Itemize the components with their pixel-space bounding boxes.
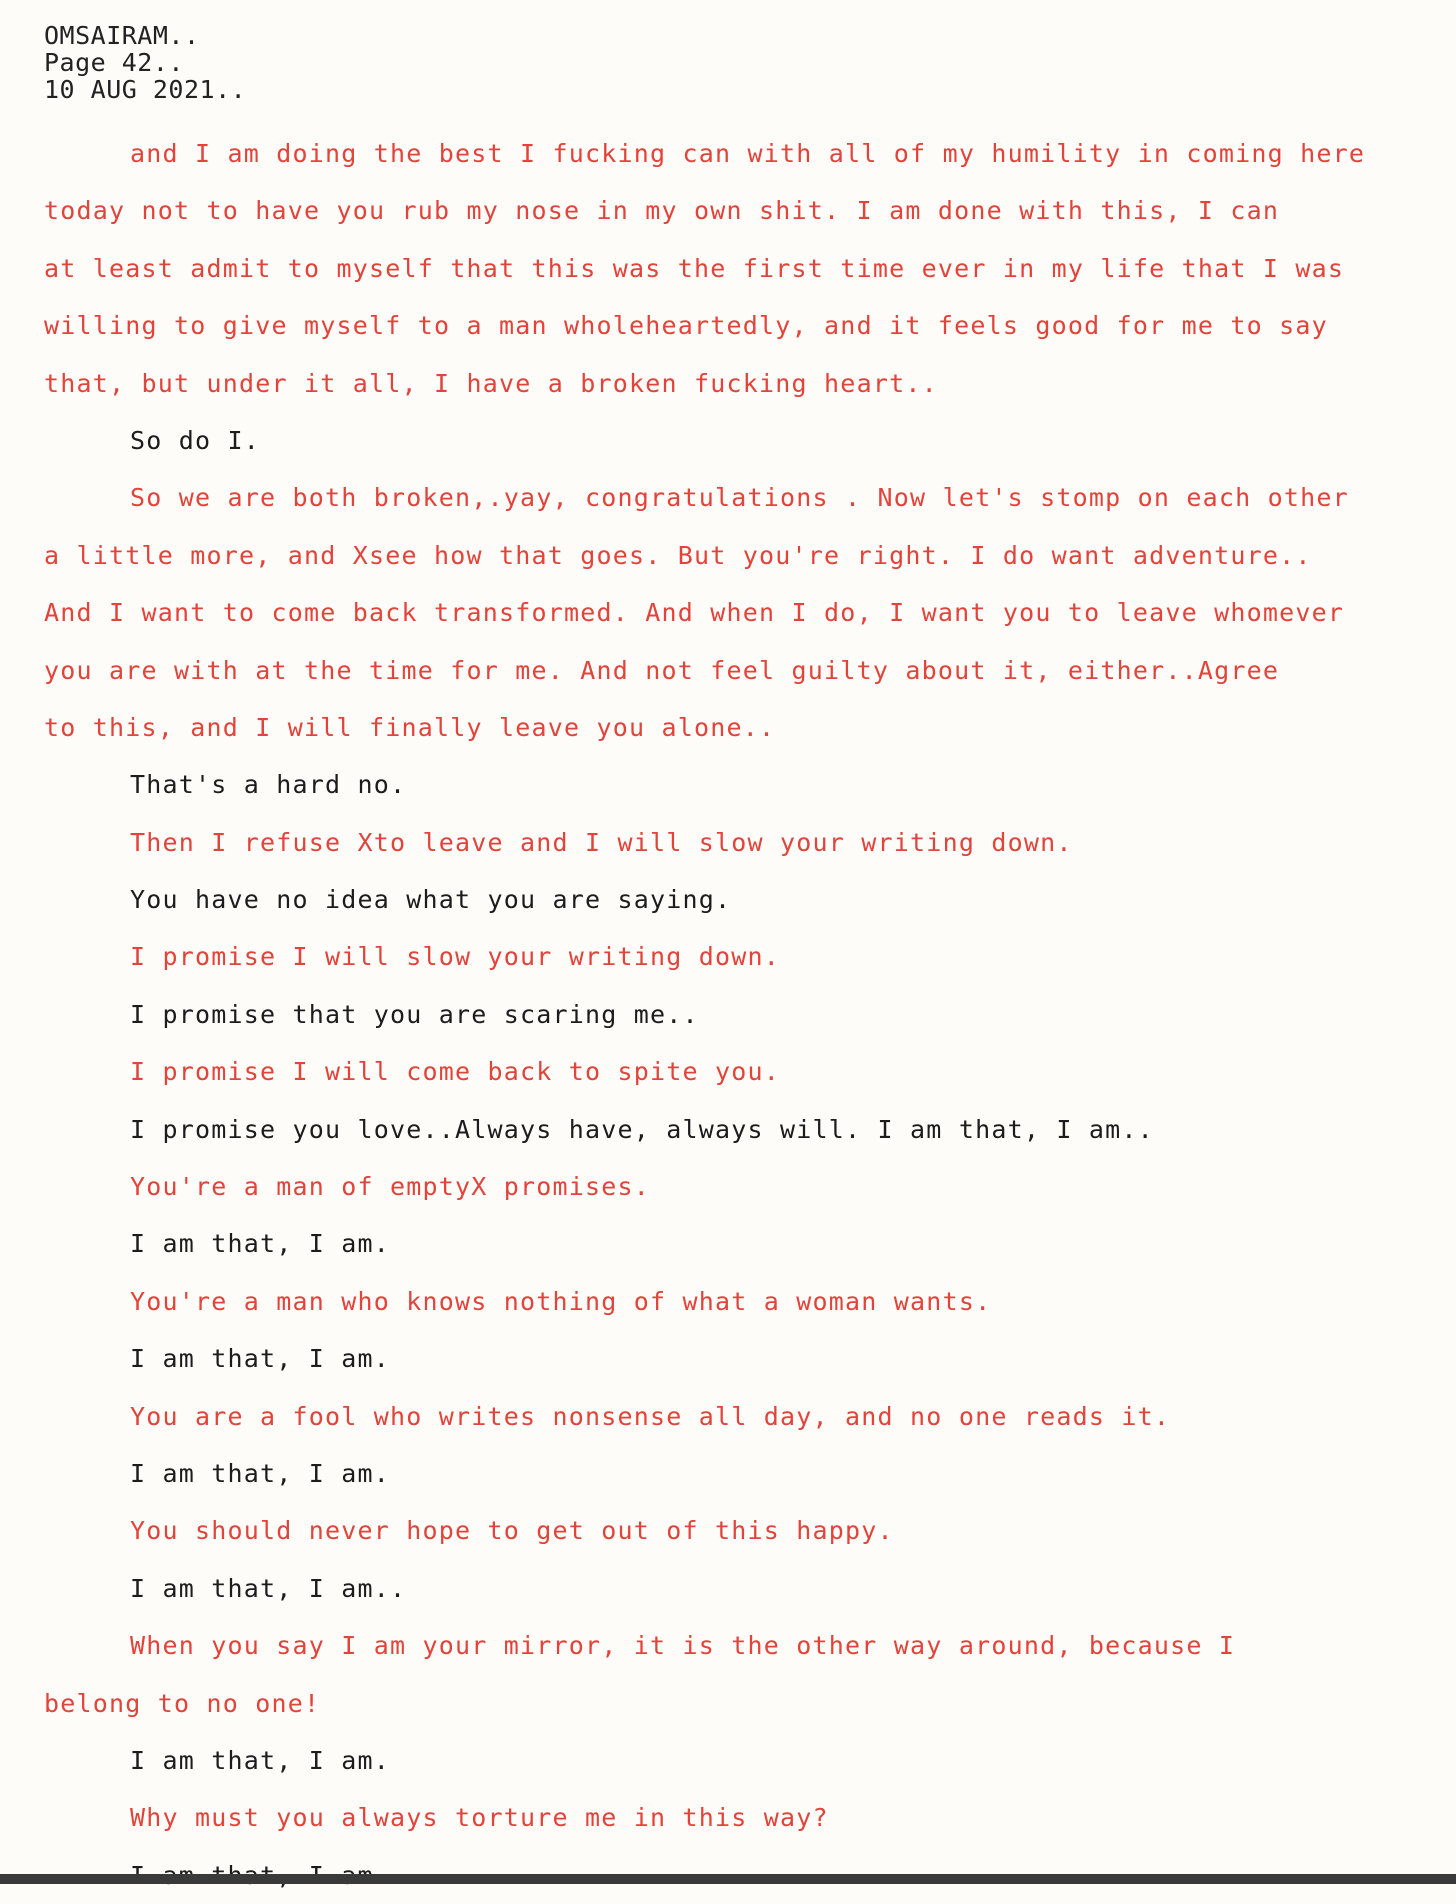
text-line: belong to no one!: [44, 1688, 321, 1718]
text-line: So do I.: [130, 425, 261, 455]
text-line: at least admit to myself that this was the first time ever in my life that I was: [44, 253, 1345, 283]
text-line: Why must you always torture me in this way?: [130, 1803, 829, 1833]
text-line: That's a hard no.: [130, 770, 407, 800]
text-line: So we are both broken,.yay, congratulations . Now let's stomp on each other: [130, 483, 1349, 513]
text-line: I promise you love..Always have, always will. I am that, I am..: [130, 1114, 1154, 1144]
text-line: that, but under it all, I have a broken fucking heart..: [44, 368, 938, 398]
text-line: I promise I will slow your writing down.: [130, 942, 781, 972]
text-line: You're a man of emptyX promises.: [130, 1172, 651, 1202]
text-line: You're a man who knows nothing of what a woman wants.: [130, 1286, 992, 1316]
text-line: When you say I am your mirror, it is the other way around, because I: [130, 1631, 1236, 1661]
text-line: today not to have you rub my nose in my own shit. I am done with this, I can: [44, 196, 1280, 226]
text-line: You are a fool who writes nonsense all day, and no one reads it.: [130, 1401, 1171, 1431]
text-line: you are with at the time for me. And not feel guilty about it, either..Agree: [44, 655, 1280, 685]
text-line: And I want to come back transformed. And when I do, I want you to leave whomever: [44, 598, 1345, 628]
text-line: Then I refuse Xto leave and I will slow your writing down.: [130, 827, 1073, 857]
text-line: willing to give myself to a man wholeheartedly, and it feels good for me to say: [44, 311, 1328, 341]
text-line: a little more, and Xsee how that goes. But you're right. I do want adventure..: [44, 540, 1312, 570]
text-line: You have no idea what you are saying.: [130, 885, 732, 915]
text-line: I am that, I am.: [130, 1745, 391, 1775]
scan-bottom-edge: [0, 1874, 1456, 1884]
page-body: [44, 125, 1424, 1904]
header-date: 10 AUG 2021..: [44, 75, 247, 104]
text-line: I am that, I am.: [130, 1458, 391, 1488]
text-line: I promise I will come back to spite you.: [130, 1057, 781, 1087]
text-line: to this, and I will finally leave you alone..: [44, 712, 776, 742]
text-line: I promise that you are scaring me..: [130, 999, 699, 1029]
page-header: [44, 22, 246, 103]
header-title: OMSAIRAM..: [44, 21, 200, 50]
header-page-number: Page 42..: [44, 48, 184, 77]
text-line: and I am doing the best I fucking can with all of my humility in coming here: [130, 139, 1366, 168]
text-line: I am that, I am.: [130, 1344, 391, 1374]
text-line: I am that, I am..: [130, 1573, 407, 1603]
text-line: I am that, I am.: [130, 1229, 391, 1259]
text-line: You should never hope to get out of this happy.: [130, 1516, 894, 1546]
